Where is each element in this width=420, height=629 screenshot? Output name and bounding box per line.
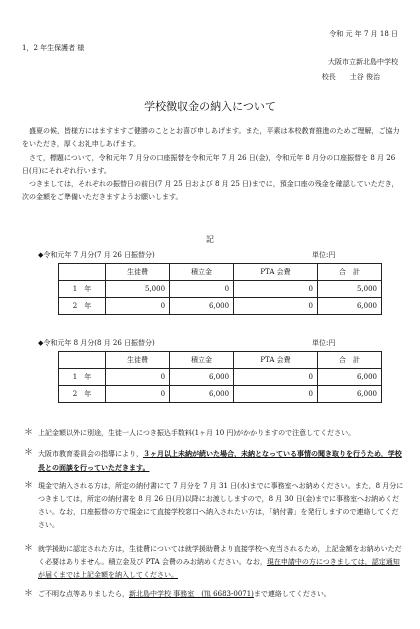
table-header-cell: 積立金 bbox=[170, 264, 234, 281]
fee-table-august bbox=[58, 351, 382, 403]
table-row bbox=[59, 298, 382, 315]
table-row bbox=[59, 281, 382, 298]
grade-cell: 1 年 bbox=[59, 369, 106, 386]
table-header-cell: 積立金 bbox=[170, 352, 234, 369]
note-bullet: ＊ bbox=[24, 544, 34, 554]
pta-fee-cell: 0 bbox=[234, 298, 318, 315]
note-arrears-lead: 大阪市教育委員会の指導により， bbox=[38, 450, 143, 458]
student-fee-cell: 0 bbox=[106, 369, 170, 386]
pta-fee-cell: 0 bbox=[234, 369, 318, 386]
note-contact-tail: まで連絡してください。 bbox=[253, 590, 331, 598]
note-school-aid-lead: 就学援助に認定された方は，生徒費については就学援助費より直接学校へ充当されるため，上記金額をお納めいただく必要はありません。積立金及び PTA 会費のみお納めください。なお， bbox=[38, 545, 402, 566]
document-title: 学校徴収金の納入について bbox=[144, 100, 276, 113]
note-arrears-warning: ３ヶ月以上未納が続いた場合，未納となっている事情の聞き取りを行うため，学校長との面談を行っていただきます。 bbox=[38, 449, 402, 472]
savings-cell: 6,000 bbox=[170, 386, 234, 403]
total-cell: 6,000 bbox=[317, 369, 381, 386]
note-contact bbox=[38, 588, 404, 601]
grade-cell: 2 年 bbox=[59, 298, 106, 315]
table-header-row bbox=[59, 352, 382, 369]
table-header-cell bbox=[59, 264, 106, 281]
table-header-cell: 生徒費 bbox=[106, 264, 170, 281]
document-date: 令和 元 年 7 月 18 日 bbox=[329, 30, 398, 38]
note-cash-payment: 現金で納入される方は，所定の納付書にて 7 月分を 7 月 31 日(水)までに事務室へお納めください。また，8 月分につきましては，所定の納付書を 8 月 26 日(月)以降にお渡ししますので，8 月 30 日(金)までに事務室へお納めください。なお，口座振替の方で現金にて直接学校窓口へ納入されたい方は，「納付書」を発行しますので連絡してください。 bbox=[38, 482, 404, 529]
table-header-cell: PTA 会費 bbox=[234, 352, 318, 369]
recipient: 1，2 年生保護者 様 bbox=[22, 44, 85, 52]
greeting-paragraph: 盛夏の候，皆様方にはますますご健勝のこととお喜び申しあげます。また，平素は本校教育推進のためご理解，ご協力をいただき，厚くお礼申しあげます。 bbox=[22, 127, 400, 148]
note-school-aid-pending: 現在申請中の方につきましては，認定通知が届くまでは上記金額を納入してください。 bbox=[38, 558, 400, 579]
table-header-row bbox=[59, 264, 382, 281]
table-row bbox=[59, 386, 382, 403]
table-august-caption: ◆令和元年 8 月分(8 月 26 日振替分) bbox=[38, 339, 155, 347]
table-july-unit: 単位:円 bbox=[312, 251, 336, 259]
table-header-cell: PTA 会費 bbox=[234, 264, 318, 281]
student-fee-cell: 0 bbox=[106, 386, 170, 403]
table-row bbox=[59, 369, 382, 386]
schedule-paragraph: さて，標題について，令和元年 7 月分の口座振替を令和元年 7 月 26 日(金)，令和元年 8 月分の口座振替を 8 月 26 日(月)にそれぞれ行います。 bbox=[22, 154, 396, 175]
table-header-cell bbox=[59, 352, 106, 369]
grade-cell: 1 年 bbox=[59, 281, 106, 298]
grade-cell: 2 年 bbox=[59, 386, 106, 403]
student-fee-cell: 5,000 bbox=[106, 281, 170, 298]
total-cell: 6,000 bbox=[317, 386, 381, 403]
preparation-paragraph: つきましては，それぞれの振替日の前日(7 月 25 日および 8 月 25 日)までに，預金口座の残金を確認していただき，次の金額をご準備いただきますようお願いします。 bbox=[22, 180, 399, 201]
table-header-cell: 生徒費 bbox=[106, 352, 170, 369]
note-contact-lead: ご不明な点等ありましたら， bbox=[38, 590, 129, 598]
savings-cell: 6,000 bbox=[170, 369, 234, 386]
savings-cell: 6,000 bbox=[170, 298, 234, 315]
table-august-unit: 単位:円 bbox=[312, 339, 336, 347]
principal-name: 校長 土谷 俊治 bbox=[321, 73, 380, 81]
note-bullet: ＊ bbox=[24, 428, 34, 438]
note-bullet: ＊ bbox=[24, 481, 34, 491]
note-bullet: ＊ bbox=[24, 589, 34, 599]
student-fee-cell: 0 bbox=[106, 298, 170, 315]
school-name: 大阪市立新北島中学校 bbox=[328, 58, 398, 66]
note-bullet: ＊ bbox=[24, 448, 34, 458]
fee-table-july bbox=[58, 263, 382, 315]
pta-fee-cell: 0 bbox=[234, 281, 318, 298]
note-arrears bbox=[38, 447, 404, 475]
office-contact: 新北島中学校 事務室 (℡ 6683-0071) bbox=[129, 590, 254, 598]
note-transfer-fee: 上記金額以外に別途，生徒一人につき振込手数料(1ヶ月 10 円)がかかりますので注意してください。 bbox=[38, 429, 356, 437]
total-cell: 5,000 bbox=[317, 281, 381, 298]
ki-heading: 記 bbox=[206, 235, 214, 244]
pta-fee-cell: 0 bbox=[234, 386, 318, 403]
table-header-cell: 合 計 bbox=[317, 352, 381, 369]
table-header-cell: 合 計 bbox=[317, 264, 381, 281]
table-july-caption: ◆令和元年 7 月分(7 月 26 日振替分) bbox=[38, 251, 155, 259]
note-school-aid bbox=[38, 543, 404, 582]
savings-cell: 0 bbox=[170, 281, 234, 298]
total-cell: 6,000 bbox=[317, 298, 381, 315]
